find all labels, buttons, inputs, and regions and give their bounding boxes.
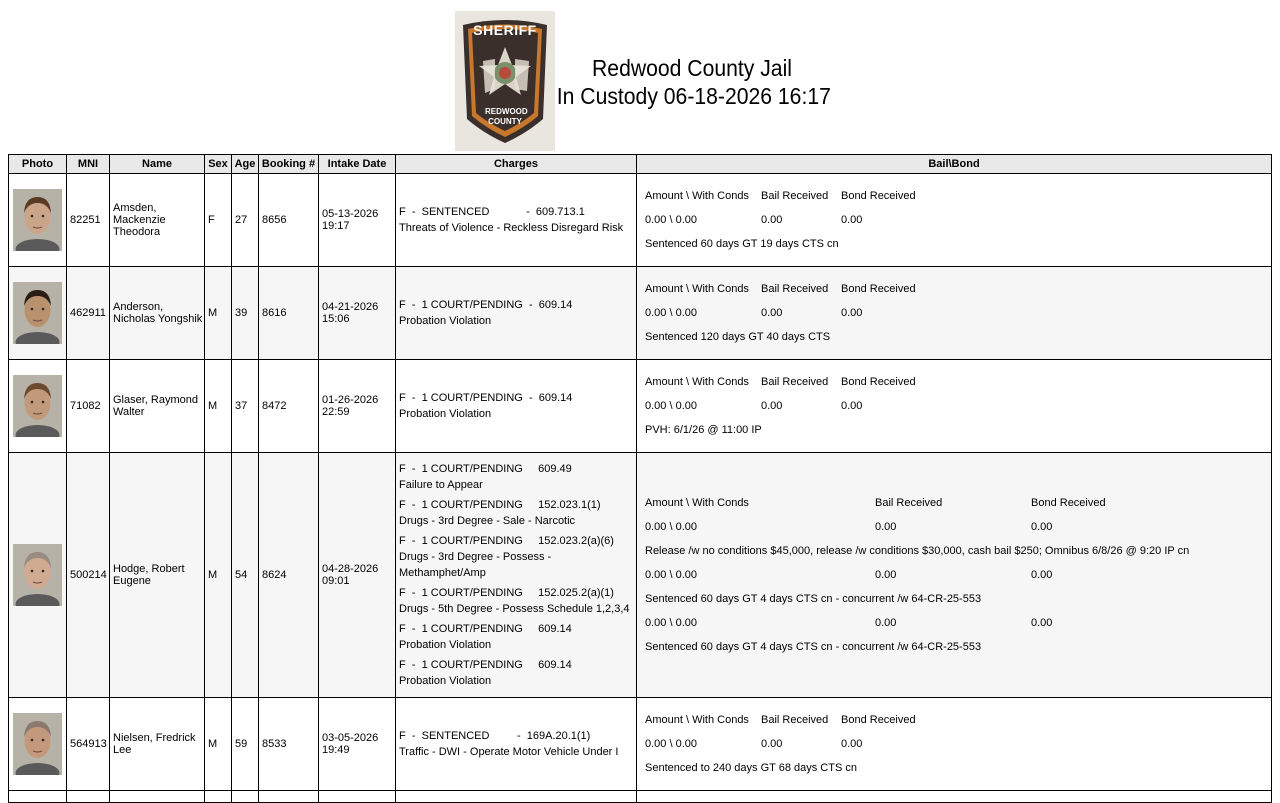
intake-date-cell <box>319 453 396 698</box>
intake-date-cell <box>319 698 396 791</box>
bail-header-bond: Bond Received <box>841 376 916 388</box>
bail-header-row <box>645 708 1271 732</box>
mni-cell: 82251 <box>67 174 110 267</box>
intake-date: 01-26-2026 <box>322 394 379 406</box>
empty-cell <box>205 791 232 803</box>
age-cell: 59 <box>232 698 259 791</box>
photo-cell <box>9 698 67 791</box>
col-header-booking: Booking # <box>259 155 319 174</box>
charge-code: F - 1 COURT/PENDING - 609.14 <box>399 392 573 404</box>
badge-bottom-text: REDWOOD COUNTY <box>485 107 528 126</box>
charge-code: F - 1 COURT/PENDING 609.49 <box>399 463 572 475</box>
intake-date-cell <box>319 174 396 267</box>
bail-amount: 0.00 \ 0.00 <box>645 521 697 533</box>
sex-cell: M <box>205 360 232 453</box>
bail-values-row <box>645 394 1271 418</box>
bond-received: 0.00 <box>1031 617 1053 629</box>
intake-date: 05-13-2026 <box>322 208 379 220</box>
col-header-sex: Sex <box>205 155 232 174</box>
intake-date-cell <box>319 267 396 360</box>
charge-entry <box>399 297 636 329</box>
bond-received: 0.00 <box>841 400 863 412</box>
bail-amount: 0.00 \ 0.00 <box>645 738 697 750</box>
bail-header-bond: Bond Received <box>841 714 916 726</box>
charge-entry <box>399 657 636 689</box>
empty-cell <box>67 791 110 803</box>
intake-date: 04-28-2026 <box>322 563 379 575</box>
sex-cell: M <box>205 453 232 698</box>
charge-code: F - SENTENCED - 609.713.1 <box>399 206 585 218</box>
inmate-name: Nielsen, Fredrick Lee <box>110 698 205 791</box>
bail-values-row <box>645 301 1271 325</box>
booking-number: 8624 <box>259 453 319 698</box>
mugshot-photo[interactable] <box>13 375 62 437</box>
booking-number: 8533 <box>259 698 319 791</box>
inmate-name: Anderson, Nicholas Yongshik <box>110 267 205 360</box>
page-header <box>0 0 1280 155</box>
inmate-roster-table <box>8 154 1272 803</box>
bail-received: 0.00 <box>761 738 783 750</box>
bail-received: 0.00 <box>761 400 783 412</box>
mni-cell: 462911 <box>67 267 110 360</box>
mugshot-photo[interactable] <box>13 189 62 251</box>
bail-header-bond: Bond Received <box>841 190 916 202</box>
age-cell: 37 <box>232 360 259 453</box>
bail-bond-cell <box>637 174 1272 267</box>
charge-description: Probation Violation <box>399 675 492 687</box>
bail-header-amount: Amount \ With Conds <box>645 497 749 509</box>
charge-code: F - SENTENCED - 169A.20.1(1) <box>399 730 591 742</box>
bail-note: Sentenced to 240 days GT 68 days CTS cn <box>645 762 857 774</box>
sheriff-badge-logo <box>455 11 555 151</box>
booking-number: 8472 <box>259 360 319 453</box>
bail-received: 0.00 <box>875 569 897 581</box>
bail-received: 0.00 <box>761 307 783 319</box>
mugshot-photo[interactable] <box>13 282 62 344</box>
charge-code: F - 1 COURT/PENDING 609.14 <box>399 623 572 635</box>
jail-name: Redwood County Jail <box>592 55 792 81</box>
col-header-intake-date: Intake Date <box>319 155 396 174</box>
charge-code: F - 1 COURT/PENDING 152.023.1(1) <box>399 499 601 511</box>
bail-bond-cell <box>637 453 1272 698</box>
charge-description: Probation Violation <box>399 315 492 327</box>
bail-values-row <box>645 563 1271 587</box>
inmate-name: Glaser, Raymond Walter <box>110 360 205 453</box>
bail-amount: 0.00 \ 0.00 <box>645 400 697 412</box>
bail-header-received: Bail Received <box>761 376 829 388</box>
table-header-row <box>9 155 1272 174</box>
empty-cell <box>110 791 205 803</box>
bail-values-row <box>645 515 1271 539</box>
bail-received: 0.00 <box>761 214 783 226</box>
empty-cell <box>232 791 259 803</box>
inmate-name: Amsden, Mackenzie Theodora <box>110 174 205 267</box>
intake-time: 22:59 <box>322 406 350 418</box>
charge-entry <box>399 728 636 760</box>
bail-header-received: Bail Received <box>875 497 943 509</box>
charges-cell <box>396 453 637 698</box>
bail-values-row <box>645 732 1271 756</box>
table-row <box>9 453 1272 698</box>
charges-cell <box>396 360 637 453</box>
charge-description: Threats of Violence - Reckless Disregard Risk <box>399 222 624 234</box>
bail-header-bond: Bond Received <box>1031 497 1106 509</box>
inmate-name: Hodge, Robert Eugene <box>110 453 205 698</box>
bail-note: Release /w no conditions $45,000, release /w conditions $30,000, cash bail $250; Omnibus 6/8/26 @ 9:20 IP cn <box>645 545 1190 557</box>
bail-note: Sentenced 60 days GT 4 days CTS cn - concurrent /w 64-CR-25-553 <box>645 593 982 605</box>
photo-cell <box>9 453 67 698</box>
charges-cell <box>396 267 637 360</box>
bail-header-amount: Amount \ With Conds <box>645 376 749 388</box>
bail-note: Sentenced 60 days GT 4 days CTS cn - concurrent /w 64-CR-25-553 <box>645 641 982 653</box>
bail-values-row <box>645 611 1271 635</box>
bail-amount: 0.00 \ 0.00 <box>645 569 697 581</box>
intake-time: 09:01 <box>322 575 350 587</box>
mni-cell: 564913 <box>67 698 110 791</box>
custody-timestamp: In Custody 06-18-2026 16:17 <box>556 83 831 109</box>
bail-bond-cell <box>637 698 1272 791</box>
bail-values-row <box>645 208 1271 232</box>
charges-cell <box>396 174 637 267</box>
col-header-name: Name <box>110 155 205 174</box>
sex-cell: M <box>205 267 232 360</box>
intake-time: 15:06 <box>322 313 350 325</box>
table-row <box>9 360 1272 453</box>
charge-code: F - 1 COURT/PENDING 152.025.2(a)(1) <box>399 587 614 599</box>
intake-date-cell <box>319 360 396 453</box>
charge-entry <box>399 585 636 617</box>
col-header-photo: Photo <box>9 155 67 174</box>
empty-cell <box>319 791 396 803</box>
bail-note: PVH: 6/1/26 @ 11:00 IP <box>645 424 762 436</box>
badge-top-text: SHERIFF <box>473 22 537 38</box>
intake-time: 19:17 <box>322 220 350 232</box>
age-cell: 27 <box>232 174 259 267</box>
photo-cell <box>9 174 67 267</box>
charge-code: F - 1 COURT/PENDING 609.14 <box>399 659 572 671</box>
charge-code: F - 1 COURT/PENDING 152.023.2(a)(6) <box>399 535 614 547</box>
intake-time: 19:49 <box>322 744 350 756</box>
age-cell: 39 <box>232 267 259 360</box>
bail-amount: 0.00 \ 0.00 <box>645 307 697 319</box>
charge-entry <box>399 461 636 493</box>
bail-amount: 0.00 \ 0.00 <box>645 214 697 226</box>
charge-description: Probation Violation <box>399 408 492 420</box>
bond-received: 0.00 <box>841 307 863 319</box>
intake-date: 03-05-2026 <box>322 732 379 744</box>
bail-header-bond: Bond Received <box>841 283 916 295</box>
bail-header-amount: Amount \ With Conds <box>645 190 749 202</box>
charge-entry <box>399 204 636 236</box>
bail-header-amount: Amount \ With Conds <box>645 714 749 726</box>
bail-header-row <box>645 491 1271 515</box>
bail-bond-cell <box>637 267 1272 360</box>
bond-received: 0.00 <box>841 738 863 750</box>
mugshot-photo[interactable] <box>13 713 62 775</box>
charge-entry <box>399 390 636 422</box>
col-header-age: Age <box>232 155 259 174</box>
bail-header-received: Bail Received <box>761 283 829 295</box>
page-title <box>556 54 831 110</box>
age-cell: 54 <box>232 453 259 698</box>
bail-header-received: Bail Received <box>761 190 829 202</box>
booking-number: 8616 <box>259 267 319 360</box>
charge-entry <box>399 497 636 529</box>
mni-cell: 500214 <box>67 453 110 698</box>
col-header-mni: MNI <box>67 155 110 174</box>
charge-entry <box>399 621 636 653</box>
bail-received: 0.00 <box>875 617 897 629</box>
photo-cell <box>9 267 67 360</box>
photo-cell <box>9 360 67 453</box>
bail-note: Sentenced 60 days GT 19 days CTS cn <box>645 238 839 250</box>
empty-cell <box>396 791 637 803</box>
charge-entry <box>399 533 636 581</box>
bail-header-amount: Amount \ With Conds <box>645 283 749 295</box>
empty-cell <box>9 791 67 803</box>
bail-header-row <box>645 184 1271 208</box>
charge-description: Traffic - DWI - Operate Motor Vehicle Under I <box>399 746 619 758</box>
bail-note: Sentenced 120 days GT 40 days CTS <box>645 331 831 343</box>
charge-description: Drugs - 3rd Degree - Possess - Methamphet/Amp <box>399 551 552 579</box>
bail-received: 0.00 <box>875 521 897 533</box>
bond-received: 0.00 <box>1031 521 1053 533</box>
table-row <box>9 267 1272 360</box>
mugshot-photo[interactable] <box>13 544 62 606</box>
charges-cell <box>396 698 637 791</box>
mni-cell: 71082 <box>67 360 110 453</box>
booking-number: 8656 <box>259 174 319 267</box>
intake-date: 04-21-2026 <box>322 301 379 313</box>
sex-cell: F <box>205 174 232 267</box>
charge-description: Probation Violation <box>399 639 492 651</box>
table-row-partial <box>9 791 1272 803</box>
charge-description: Drugs - 3rd Degree - Sale - Narcotic <box>399 515 576 527</box>
bail-amount: 0.00 \ 0.00 <box>645 617 697 629</box>
bail-header-received: Bail Received <box>761 714 829 726</box>
sex-cell: M <box>205 698 232 791</box>
col-header-charges: Charges <box>396 155 637 174</box>
bail-header-row <box>645 277 1271 301</box>
empty-cell <box>637 791 1272 803</box>
table-row <box>9 174 1272 267</box>
charge-description: Drugs - 5th Degree - Possess Schedule 1,2,3,4 <box>399 603 630 615</box>
bond-received: 0.00 <box>841 214 863 226</box>
charge-description: Failure to Appear <box>399 479 483 491</box>
bond-received: 0.00 <box>1031 569 1053 581</box>
table-row <box>9 698 1272 791</box>
bail-bond-cell <box>637 360 1272 453</box>
col-header-bail-bond: Bail\Bond <box>637 155 1272 174</box>
charge-code: F - 1 COURT/PENDING - 609.14 <box>399 299 573 311</box>
empty-cell <box>259 791 319 803</box>
bail-header-row <box>645 370 1271 394</box>
